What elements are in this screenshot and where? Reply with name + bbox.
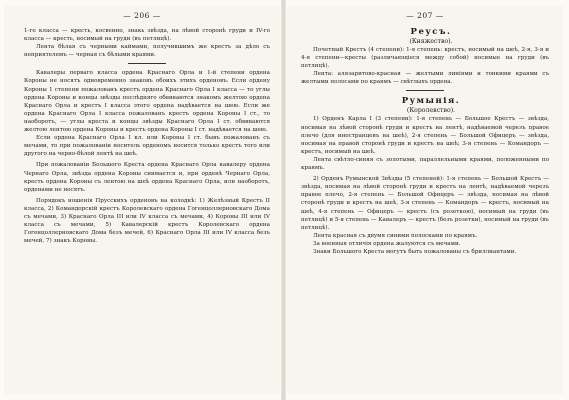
divider — [128, 63, 166, 64]
paragraph: Почетный Крестъ (4 степени): 1-я степень: крестъ, носимый на шеѣ, 2-я, 3-я и 4-я степени—кресты (различающіеся между собой) носимые на груди (въ петлицѣ). — [301, 47, 549, 70]
divider — [406, 90, 444, 91]
paragraph: 1-го класса — кресть, косвенно, знакь звѣзда, на лѣвой сторонѣ груди и IV-го класса — кресть, носимый на груди (въ петлицѣ). — [24, 28, 270, 43]
paragraph: Кавалеры перваго класса ордена Краснаго Орла и 1-й степени ордена Короны не носятъ одновременно знаковъ обоихъ этихъ орденовъ. Если ордену Короны 1 степени пожалованъ крестъ ордена Краснаго Орла I класса — то углы ордена Короны и концы звѣзды послѣдняго обвиваются знакомъ желтою ордена Краснаго Орла и крестъ I класса этого ордена надѣвается на шею. Если же ордена Краснаго Орла I класса пожалованъ крестъ ордена Короны I ст., то наоборотъ, — углы креста и концы звѣзды Краснаго Орла I ст. обвиваются желтою лентою ордена Короны и крестъ ордена Короны I ст. надѣвается на шею. — [24, 70, 270, 134]
paragraph: Лента свѣтло-синяя съ золотыми, параллельными краями, положенными по краямъ. — [301, 156, 549, 172]
paragraph: Лента бѣлая съ черными каймами, получившимъ же крестъ за дѣло съ неприятелемъ — черная съ бѣлыми краями. — [24, 44, 270, 59]
paragraph: Лента красная съ двумя синими полосками по краямъ. — [313, 232, 478, 239]
paragraph: При пожалованіи Большого Креста ордена Краснаго Орла кавалеру ордена Чернаго Орла, звѣзда ордена Короны снимается и, при орденѣ Чернаго Орла, кресть ордена Короны съ лентою на шеѣ ордена Краснаго Орла, или наоборотъ, орденами не носятъ. — [24, 162, 270, 193]
right-page-number: — 207 — — [406, 11, 444, 20]
paragraph: Лента: алязаритово-красная — желтыми линіями и тонкими краями съ желтыми полосами по краямъ — свѣтлыхъ ордена. — [301, 71, 549, 86]
section-title-romania: Румынія. — [401, 96, 461, 107]
paragraph: Порядокъ ношенія Прусскихъ орденовъ на колодкѣ: 1) Желѣзный Крестъ II класса, 2) Командорскій крестъ Королевскаго ордена Гогенцоллерновскаго Дома съ мечами, 3) Краснаго Орла III или IV класса съ мечами, 4) Короны III или IV класса съ мечами, 5) Кавалерскій крестъ Королевскаго ордена Гогенцоллерновскаго Дома безъ мечей, 6) Краснаго Орла III или IV класса безъ мечей, 7) знакъ Короны. — [24, 197, 270, 245]
left-page-text — [24, 27, 270, 245]
paragraph: 2) Орденъ Румынской Звѣзды (5 степеней): 1-я степень — Большой Крестъ — звѣзда, носимая на лѣвой сторонѣ груди и крестъ на лентѣ, надѣваемой черезъ правое плечо, 2-я степень — Большой Офицеръ — звѣзда, носимая на лѣвой сторонѣ груди и крестъ на шеѣ, 3-я степень — Командоръ — крестъ, носимый на шеѣ, 4-я степень — Офицеръ — крестъ (съ розеткою), носимый на груди (въ петлицѣ) и 5-я степень — Кавалеръ — крестъ (безъ розетки), носимый на груди (въ петлицѣ). — [301, 176, 549, 231]
right-page-text — [301, 27, 549, 256]
section-title-reuss: Реусъ. — [410, 27, 452, 37]
book-gutter — [281, 0, 286, 400]
paragraph: За военныя отличія ордена жалуются съ мечами. — [313, 240, 461, 247]
left-page-number: — 206 — — [123, 11, 161, 20]
paragraph: Знаки Большого Креста могутъ быть пожалованы съ бриллиантами. — [313, 248, 517, 255]
section-subtitle-romania: (Королевство). — [406, 107, 456, 115]
left-page — [4, 6, 280, 394]
paragraph: Если ордена Краснаго Орла I кл. или Короны I ст. бывъ пожалованъ съ мечами, то при пожалованіи носитель орденомъ носится только крестъ того или другого на черно-бѣлой лентѣ на шеѣ. — [24, 135, 270, 158]
paragraph: 1) Орденъ Карла I (3 степени): 1-я степень — Большое Крестъ — звѣзда, носимая на лѣвой сторонѣ груди и крестъ на лентѣ, надѣваемой черезъ правое плечо (для иностранцевъ на шеѣ), 2-я степень — Большой Офицеръ — звѣзда, носимая на правой сторонѣ груди и крестъ на шеѣ; 3-я степень — Командоръ — крестъ, носимый на шеѣ. — [301, 116, 549, 155]
right-page — [287, 6, 563, 394]
section-subtitle-reuss: (Княжество). — [409, 38, 453, 45]
